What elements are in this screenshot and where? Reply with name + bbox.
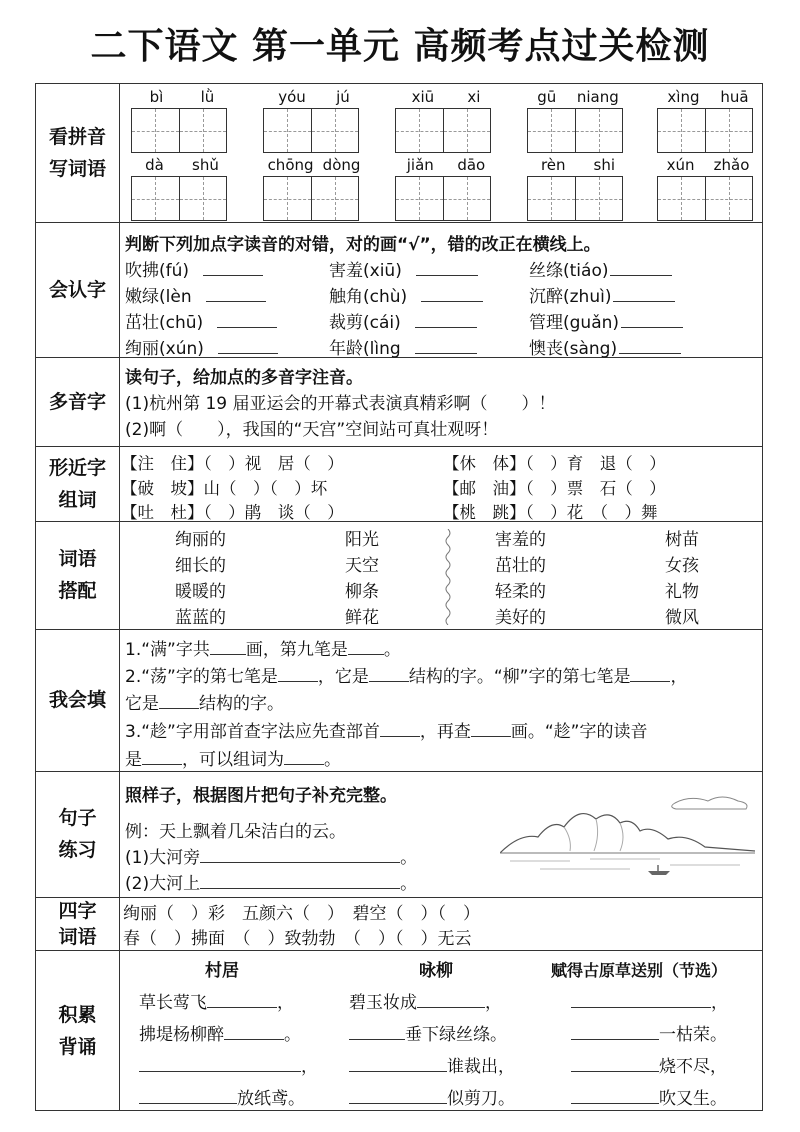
river-landscape-illustration xyxy=(500,789,755,877)
pinyin-syllable: yóu xyxy=(278,88,306,106)
similar-row-3-left: 【吐 杜】（ ）鹃 谈（ ） xyxy=(121,503,344,522)
label-line: 会认字 xyxy=(48,278,106,301)
writing-cell[interactable] xyxy=(264,109,312,152)
poem-text: 。 xyxy=(284,1025,301,1045)
label-line: 看拼音 xyxy=(48,126,106,148)
reading-item xyxy=(125,256,263,281)
answer-blank[interactable] xyxy=(621,313,683,328)
poem-text: 一枯荣。 xyxy=(659,1025,727,1045)
idioms-row-2: 春（ ）拂面 （ ）致勃勃 （ ）（ ）无云 xyxy=(123,929,472,949)
fill-line-4 xyxy=(125,717,647,742)
reading-item xyxy=(329,308,477,333)
sentence-example: 例：天上飘着几朵洁白的云。 xyxy=(125,822,346,842)
pinyin-syllable: dāo xyxy=(457,156,486,174)
pinyin-label xyxy=(527,156,629,174)
similar-content xyxy=(121,446,758,522)
pinyin-syllable: zhǎo xyxy=(713,156,750,174)
reading-word: 害羞(xiū) xyxy=(329,261,402,281)
answer-blank[interactable] xyxy=(416,261,478,276)
section-label-pinyin xyxy=(36,84,119,222)
reading-item xyxy=(329,282,483,307)
matching-word[interactable]: 绚丽的 xyxy=(175,530,226,550)
answer-blank[interactable] xyxy=(200,874,400,889)
poem-text: ， xyxy=(301,1057,318,1077)
reading-word: 沉醉(zhuì) xyxy=(529,287,612,307)
writing-cell[interactable] xyxy=(396,109,444,152)
pinyin-label xyxy=(657,156,759,174)
fill-text: 画。“趁”字的读音 xyxy=(510,722,648,742)
section-label-matching xyxy=(36,521,119,629)
polyphone-instruction: 读句子，给加点的多音字注音。 xyxy=(125,368,363,388)
label-line: 多音字 xyxy=(48,390,106,413)
answer-blank[interactable] xyxy=(380,722,420,737)
reading-item xyxy=(529,308,683,333)
reading-word: 丝绦(tiáo) xyxy=(529,261,609,281)
poem-title-fude: 赋得古原草送别（节选） xyxy=(551,961,728,980)
pinyin-label xyxy=(131,88,233,106)
label-line: 形近字 xyxy=(48,456,106,479)
matching-word[interactable]: 美好的 xyxy=(495,608,546,628)
fill-line-3 xyxy=(125,689,284,714)
poem-text: 垂下绿丝绦。 xyxy=(405,1025,507,1045)
writing-cell[interactable] xyxy=(444,177,491,220)
answer-blank[interactable] xyxy=(571,1025,659,1040)
poem-text: 碧玉妆成 xyxy=(349,993,417,1013)
reading-instruction: 判断下列加点字读音的对错，对的画“√”，错的改正在横线上。 xyxy=(125,235,601,255)
answer-blank[interactable] xyxy=(349,1057,447,1072)
matching-word[interactable]: 阳光 xyxy=(345,530,379,550)
fill-text: 画，第九笔是 xyxy=(245,640,348,660)
answer-blank[interactable] xyxy=(218,339,278,354)
writing-cell[interactable] xyxy=(180,109,227,152)
writing-cell[interactable] xyxy=(396,177,444,220)
section-label-similar xyxy=(36,446,119,521)
polyphone-sentence-2: (2)啊（ ），我国的“天宫”空间站可真壮观呀！ xyxy=(125,420,499,440)
writing-cell[interactable] xyxy=(312,177,359,220)
poem-title-yongliu: 咏柳 xyxy=(419,961,453,981)
answer-blank[interactable] xyxy=(142,750,182,765)
reading-item xyxy=(529,256,672,281)
label-line: 搭配 xyxy=(58,580,97,602)
answer-blank[interactable] xyxy=(471,722,511,737)
poem-text: ， xyxy=(277,993,294,1013)
similar-row-1-right: 【休 体】（ ）育 退（ ） xyxy=(443,454,666,473)
pinyin-syllable: jú xyxy=(336,88,350,106)
label-line: 我会填 xyxy=(48,689,106,711)
label-line: 词语 xyxy=(58,548,97,570)
sentence-content xyxy=(125,771,758,897)
fill-text: ，可以组词为 xyxy=(182,750,284,770)
reading-word: 年龄(lìng xyxy=(329,339,401,359)
pinyin-label xyxy=(131,156,233,174)
answer-blank[interactable] xyxy=(203,261,263,276)
answer-blank[interactable] xyxy=(206,287,266,302)
writing-grid[interactable] xyxy=(657,108,753,153)
fill-text: 。 xyxy=(324,750,341,770)
polyphone-sentence-1: (1)杭州第 19 届亚运会的开幕式表演真精彩啊（ ）！ xyxy=(125,394,556,414)
pinyin-syllable: xún xyxy=(666,156,695,174)
poem3-line2 xyxy=(571,1020,727,1045)
reading-word: 嫩绿(lèn xyxy=(125,287,192,307)
wavy-divider xyxy=(444,529,452,625)
matching-word[interactable]: 蓝蓝的 xyxy=(175,608,226,628)
pinyin-syllable: xi xyxy=(467,88,481,106)
section-label-sentence xyxy=(36,771,119,897)
answer-blank[interactable] xyxy=(415,339,477,354)
label-line: 组词 xyxy=(58,488,97,511)
poem2-line4 xyxy=(349,1084,515,1109)
pinyin-syllable: bì xyxy=(149,88,164,106)
answer-blank[interactable] xyxy=(630,667,670,682)
sentence-instruction: 照样子，根据图片把句子补充完整。 xyxy=(125,786,397,806)
writing-cell[interactable] xyxy=(658,109,706,152)
writing-cell[interactable] xyxy=(132,109,180,152)
label-line: 积累 xyxy=(58,1004,97,1026)
writing-cell[interactable] xyxy=(180,177,227,220)
answer-blank[interactable] xyxy=(284,750,324,765)
matching-word[interactable]: 礼物 xyxy=(665,582,699,602)
label-line: 句子 xyxy=(58,807,97,829)
similar-row-3-right: 【桃 跳】（ ）花 （ ）舞 xyxy=(443,503,658,522)
pinyin-label xyxy=(263,88,365,106)
answer-blank[interactable] xyxy=(200,848,400,863)
pinyin-syllable: shǔ xyxy=(192,156,219,174)
fill-line-5 xyxy=(125,745,341,770)
reading-item xyxy=(529,334,681,359)
section-label-reading xyxy=(36,222,119,357)
similar-row-1-left: 【注 住】（ ）视 居（ ） xyxy=(121,454,344,473)
writing-grid[interactable] xyxy=(395,108,491,153)
writing-grid[interactable] xyxy=(527,108,623,153)
label-line: 练习 xyxy=(58,839,97,861)
sentence-text: 。 xyxy=(400,848,418,868)
poem1-line3 xyxy=(139,1052,318,1077)
matching-content xyxy=(125,521,758,629)
reading-item xyxy=(529,282,675,307)
reading-item xyxy=(125,334,278,359)
matching-word[interactable]: 细长的 xyxy=(175,556,226,576)
pinyin-syllable: shi xyxy=(593,156,615,174)
poem-text: 谁裁出， xyxy=(447,1057,515,1077)
fill-line-2 xyxy=(125,662,687,687)
matching-word[interactable]: 鲜花 xyxy=(345,608,379,628)
pinyin-syllable: niang xyxy=(576,88,619,106)
fill-content xyxy=(125,629,758,771)
fill-text: 它是 xyxy=(125,694,159,714)
poem1-line4 xyxy=(139,1084,305,1109)
answer-blank[interactable] xyxy=(278,667,318,682)
pinyin-syllable: dòng xyxy=(322,156,361,174)
reading-word: 裁剪(cái) xyxy=(329,313,401,333)
answer-blank[interactable] xyxy=(159,694,199,709)
answer-blank[interactable] xyxy=(571,1089,659,1104)
fill-text: 2.“荡”字的第七笔是 xyxy=(125,667,278,687)
writing-grid[interactable] xyxy=(263,176,359,221)
polyphone-content xyxy=(125,357,758,446)
matching-word[interactable]: 害羞的 xyxy=(495,530,546,550)
similar-row-2-left: 【破 坡】山（ ）（ ）坏 xyxy=(121,479,328,498)
matching-word[interactable]: 轻柔的 xyxy=(495,582,546,602)
sentence-text: 。 xyxy=(400,874,418,894)
page-title: 二下语文 第一单元 高频考点过关检测 xyxy=(90,26,710,67)
reading-item xyxy=(125,308,277,333)
sentence-text: (2)大河上 xyxy=(125,874,201,894)
poem-text: 放纸鸢。 xyxy=(237,1089,305,1109)
sentence-q1 xyxy=(125,843,417,868)
writing-cell[interactable] xyxy=(528,109,576,152)
label-line: 背诵 xyxy=(58,1036,97,1058)
answer-blank[interactable] xyxy=(619,339,681,354)
poem-text: 吹又生。 xyxy=(659,1089,727,1109)
answer-blank[interactable] xyxy=(349,1089,447,1104)
answer-blank[interactable] xyxy=(613,287,675,302)
label-line: 写词语 xyxy=(48,158,106,180)
writing-cell[interactable] xyxy=(576,177,623,220)
fill-text: 结构的字。 xyxy=(199,694,284,714)
idioms-content xyxy=(125,897,758,950)
poem-text: 烧不尽， xyxy=(659,1057,727,1077)
fill-line-1 xyxy=(125,635,401,660)
reading-word: 管理(guǎn) xyxy=(529,313,620,333)
label-line: 四字 xyxy=(58,899,97,922)
answer-blank[interactable] xyxy=(369,667,409,682)
section-label-recite xyxy=(36,950,119,1112)
matching-word[interactable]: 女孩 xyxy=(665,556,699,576)
pinyin-content xyxy=(125,84,758,222)
label-column-divider xyxy=(119,84,120,1110)
poem2-line2 xyxy=(349,1020,507,1045)
pinyin-label xyxy=(395,88,497,106)
poem-text: 似剪刀。 xyxy=(447,1089,515,1109)
writing-cell[interactable] xyxy=(312,109,359,152)
matching-word[interactable]: 茁壮的 xyxy=(495,556,546,576)
writing-grid[interactable] xyxy=(263,108,359,153)
pinyin-label xyxy=(263,156,365,174)
poem1-line1 xyxy=(139,988,294,1013)
writing-grid[interactable] xyxy=(131,108,227,153)
writing-grid[interactable] xyxy=(131,176,227,221)
answer-blank[interactable] xyxy=(417,993,485,1008)
answer-blank[interactable] xyxy=(210,640,246,655)
reading-word: 触角(chù) xyxy=(329,287,408,307)
writing-cell[interactable] xyxy=(444,109,491,152)
reading-word: 懊丧(sàng) xyxy=(529,339,618,359)
writing-cell[interactable] xyxy=(706,109,753,152)
writing-cell[interactable] xyxy=(658,177,706,220)
answer-blank[interactable] xyxy=(348,640,384,655)
idioms-row-1: 绚丽（ ）彩 五颜六（ ） 碧空（ ）（ ） xyxy=(123,904,480,924)
pinyin-syllable: huā xyxy=(720,88,749,106)
poem2-line1 xyxy=(349,988,502,1013)
poem-title-cunju: 村居 xyxy=(205,961,239,981)
label-line: 词语 xyxy=(58,925,97,948)
pinyin-label xyxy=(395,156,497,174)
pinyin-label xyxy=(657,88,759,106)
answer-blank[interactable] xyxy=(571,993,711,1008)
pinyin-label xyxy=(527,88,629,106)
worksheet-table xyxy=(35,83,763,1111)
section-label-idioms xyxy=(36,897,119,950)
similar-row-2-right: 【邮 油】（ ）票 石（ ） xyxy=(443,479,666,498)
recite-content xyxy=(125,950,758,1112)
poem-text: 草长莺飞 xyxy=(139,993,207,1013)
answer-blank[interactable] xyxy=(207,993,277,1008)
writing-cell[interactable] xyxy=(576,109,623,152)
poem-text: 拂堤杨柳醉 xyxy=(139,1025,224,1045)
answer-blank[interactable] xyxy=(224,1025,284,1040)
answer-blank[interactable] xyxy=(217,313,277,328)
reading-item xyxy=(125,282,266,307)
reading-word: 茁壮(chū) xyxy=(125,313,204,333)
fill-text: 是 xyxy=(125,750,142,770)
pinyin-syllable: gū xyxy=(537,88,557,106)
answer-blank[interactable] xyxy=(415,313,477,328)
matching-word[interactable]: 天空 xyxy=(345,556,379,576)
pinyin-syllable: dà xyxy=(145,156,164,174)
pinyin-syllable: xìng xyxy=(667,88,700,106)
answer-blank[interactable] xyxy=(610,261,672,276)
matching-word[interactable]: 暖暖的 xyxy=(175,582,226,602)
writing-grid[interactable] xyxy=(395,176,491,221)
matching-word[interactable]: 树苗 xyxy=(665,530,699,550)
reading-item xyxy=(329,256,478,281)
matching-word[interactable]: 微风 xyxy=(665,608,699,628)
writing-cell[interactable] xyxy=(132,177,180,220)
answer-blank[interactable] xyxy=(139,1089,237,1104)
poem3-line1 xyxy=(571,988,728,1013)
reading-item xyxy=(329,334,477,359)
writing-grid[interactable] xyxy=(527,176,623,221)
sentence-text: (1)大河旁 xyxy=(125,848,201,868)
fill-text: ，再查 xyxy=(419,722,471,742)
answer-blank[interactable] xyxy=(571,1057,659,1072)
answer-blank[interactable] xyxy=(139,1057,301,1072)
pinyin-syllable: lǜ xyxy=(200,88,215,106)
poem3-line4 xyxy=(571,1084,727,1109)
sentence-q2 xyxy=(125,869,417,894)
fill-text: 结构的字。“柳”字的第七笔是 xyxy=(408,667,631,687)
fill-text: 3.“趁”字用部首查字法应先查部首 xyxy=(125,722,380,742)
fill-text: ， xyxy=(670,667,688,687)
writing-grid[interactable] xyxy=(657,176,753,221)
poem1-line2 xyxy=(139,1020,301,1045)
pinyin-syllable: jiǎn xyxy=(406,156,434,174)
matching-word[interactable]: 柳条 xyxy=(345,582,379,602)
poem2-line3 xyxy=(349,1052,515,1077)
section-label-polyphone xyxy=(36,357,119,446)
pinyin-syllable: rèn xyxy=(540,156,566,174)
writing-cell[interactable] xyxy=(706,177,753,220)
answer-blank[interactable] xyxy=(349,1025,405,1040)
poem-text: ， xyxy=(485,993,502,1013)
pinyin-syllable: xiū xyxy=(411,88,435,106)
fill-text: ，它是 xyxy=(317,667,369,687)
pinyin-syllable: chōng xyxy=(267,156,314,174)
fill-text: 。 xyxy=(383,640,401,660)
writing-cell[interactable] xyxy=(264,177,312,220)
section-label-fill xyxy=(36,629,119,771)
reading-content xyxy=(125,222,758,357)
answer-blank[interactable] xyxy=(421,287,483,302)
reading-word: 绚丽(xún) xyxy=(125,339,204,359)
poem3-line3 xyxy=(571,1052,727,1077)
reading-word: 吹拂(fú) xyxy=(125,261,190,281)
poem-text: ， xyxy=(711,993,728,1013)
fill-text: 1.“满”字共 xyxy=(125,640,210,660)
writing-cell[interactable] xyxy=(528,177,576,220)
